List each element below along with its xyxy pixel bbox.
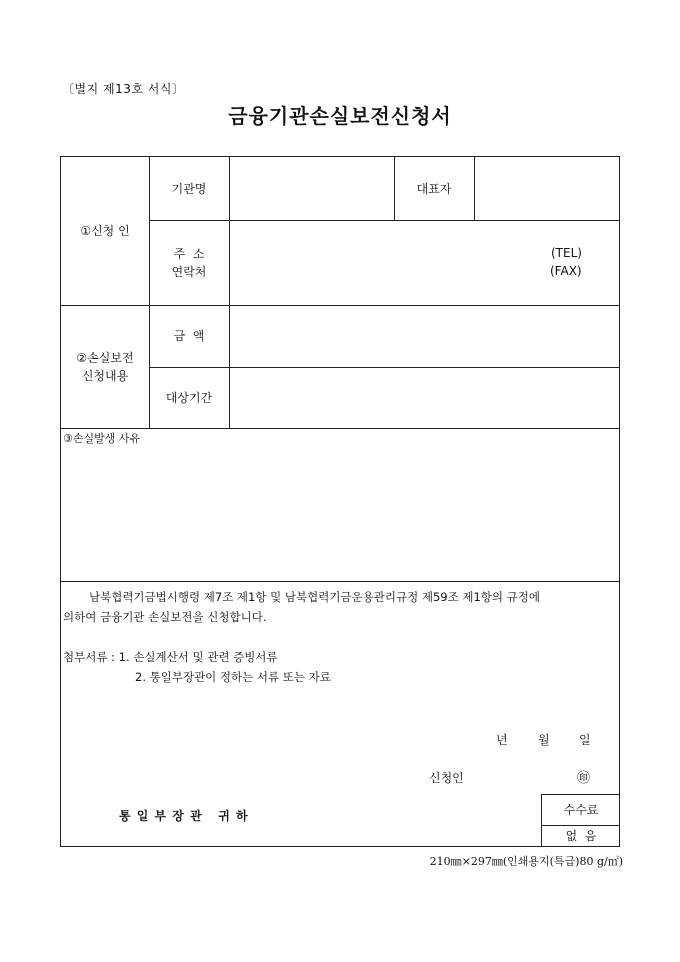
applicant-signature-label: 신청인: [429, 771, 464, 785]
institution-name-field[interactable]: [230, 158, 393, 219]
target-period-field[interactable]: [230, 368, 620, 427]
statement-line-1: 남북협력기금법시행령 제7조 제1항 및 남북협력기금운용관리규정 제59조 제1항의 규정에: [89, 590, 540, 604]
address-contact-label: 주 소 연락처: [171, 246, 207, 279]
amount-label: 금 액: [173, 329, 205, 343]
applicant-section-label: ①신청 인: [80, 224, 130, 238]
date-year-label: 년: [496, 733, 508, 747]
fee-label: 수수료: [563, 802, 599, 817]
seal-mark: ㊞: [577, 771, 591, 786]
form-number-label: 〔별지 제13호 서식〕: [62, 82, 185, 96]
attachments-item-2: 2. 통일부장관이 정하는 서류 또는 자료: [135, 670, 331, 684]
fee-value: 없 음: [565, 829, 597, 843]
request-content-section-label: ②손실보전 신청내용: [76, 350, 134, 383]
paper-size-footer: 210㎜×297㎜(인쇄용지(특급)80 g/㎡): [429, 855, 623, 868]
loss-reason-field[interactable]: [62, 447, 619, 580]
amount-field[interactable]: [230, 306, 620, 366]
recipient-label: 통 일 부 장 관 귀 하: [119, 809, 249, 823]
loss-reason-label: ③손실발생 사유: [63, 432, 141, 445]
representative-label: 대표자: [416, 181, 452, 196]
address-contact-field[interactable]: [230, 221, 620, 304]
fax-label: (FAX): [550, 264, 582, 278]
representative-field[interactable]: [475, 158, 619, 219]
institution-name-label: 기관명: [171, 181, 207, 196]
tel-label: (TEL): [551, 246, 582, 260]
date-day-label: 일: [579, 733, 591, 747]
page-title: 금융기관손실보전신청서: [228, 104, 452, 128]
target-period-label: 대상기간: [165, 390, 213, 405]
date-month-label: 월: [538, 733, 550, 747]
statement-line-2: 의하여 금융기관 손실보전을 신청합니다.: [63, 610, 267, 624]
attachments-item-1: 첨부서류 : 1. 손실계산서 및 관련 증빙서류: [63, 650, 278, 664]
application-form-table: [60, 156, 620, 847]
